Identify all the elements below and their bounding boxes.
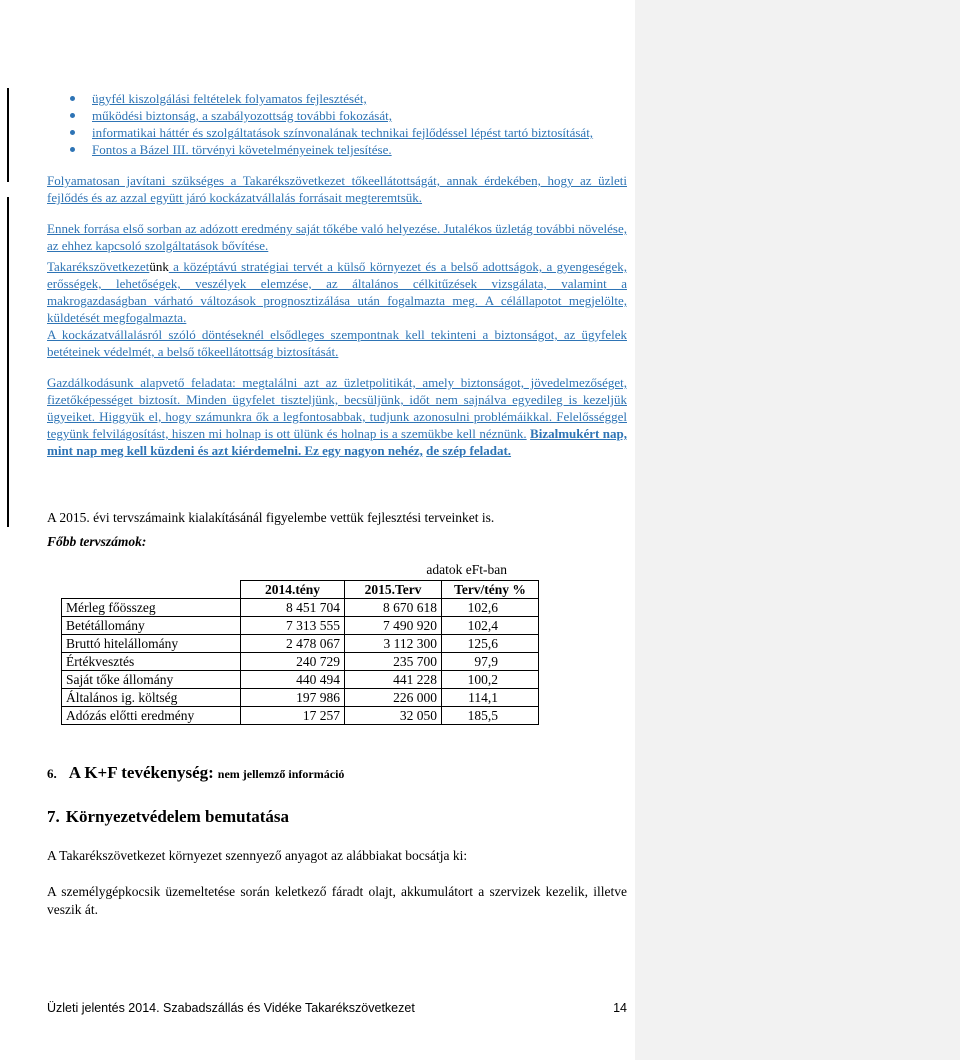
env-paragraph-1: A Takarékszövetkezet környezet szennyező anyagot az alábbiakat bocsátja ki:: [47, 848, 468, 863]
section-6-heading: [47, 763, 627, 783]
row-label: Bruttó hitelállomány: [62, 635, 241, 653]
section-number: 7.: [47, 807, 60, 826]
table-cell: 7 490 920: [345, 617, 442, 635]
row-label: Mérleg főösszeg: [62, 599, 241, 617]
paragraph-source: Ennek forrása első sorban az adózott eredmény saját tőkébe való helyezése. Jutalékos üzletág további növelése, az ehhez kapcsoló szolgáltatások bővítése.: [47, 221, 627, 253]
change-bar: [7, 88, 9, 182]
table-row: [62, 671, 539, 689]
section-7-heading: [47, 807, 627, 827]
section-suffix: nem jellemző információ: [217, 767, 345, 781]
column-header: Terv/tény %: [442, 581, 539, 599]
table-cell: 2 478 067: [241, 635, 345, 653]
table-cell: 17 257: [241, 707, 345, 725]
table-row: [62, 635, 539, 653]
table-cell: 100,2: [442, 671, 539, 689]
section-title: Környezetvédelem bemutatása: [65, 807, 290, 826]
table-cell: 8 670 618: [345, 599, 442, 617]
change-bar: [7, 197, 9, 527]
list-item: Fontos a Bázel III. törvényi követelményeinek teljesítése.: [47, 141, 627, 158]
table-cell: 32 050: [345, 707, 442, 725]
row-label: Általános ig. költség: [62, 689, 241, 707]
table-row: [62, 653, 539, 671]
row-label: Betétállomány: [62, 617, 241, 635]
table-cell: 226 000: [345, 689, 442, 707]
paragraph-mission: Gazdálkodásunk alapvető feladata: megtalálni azt az üzletpolitikát, amely biztonságot, jövedelmezőséget, fizetőképességet biztosít. Minden ügyfelet tiszteljünk, becsüljünk, időt nem sajnálva egyedileg is kezeljük ügyeiket. Higgyük el, hogy számunkra ők a legfontosabbak, tudjunk azonosulni problémáikkal. Felelősséggel tegyünk felvilágosítást, hiszen mi holnap is ott ülünk és holnap is a szemükbe kell néznünk. Bizalmukért nap, mint nap meg kell küzdeni és azt kiérdemelni. Ez egy nagyon nehéz, de szép feladat.: [47, 375, 627, 458]
table-row: [62, 599, 539, 617]
table-cell: 7 313 555: [241, 617, 345, 635]
table-cell: 8 451 704: [241, 599, 345, 617]
table-corner: [62, 581, 241, 599]
table-cell: 235 700: [345, 653, 442, 671]
table-row: [62, 707, 539, 725]
bullet-icon: [70, 96, 75, 101]
table-cell: 440 494: [241, 671, 345, 689]
plan-intro: A 2015. évi tervszámaink kialakításánál figyelembe vettük fejlesztési terveinket is.: [47, 510, 495, 525]
table-cell: 102,6: [442, 599, 539, 617]
unit-label: adatok eFt-ban: [426, 562, 507, 577]
bullet-icon: [70, 113, 75, 118]
env-paragraph-2: A személygépkocsik üzemeltetése során keletkező fáradt olajt, akkumulátort a szervizek kezelik, illetve veszik át.: [47, 884, 627, 917]
table-cell: 185,5: [442, 707, 539, 725]
bullet-list: [47, 90, 627, 158]
table-cell: 441 228: [345, 671, 442, 689]
table-row: [62, 689, 539, 707]
table-cell: 240 729: [241, 653, 345, 671]
plan-table: [61, 580, 539, 725]
plan-subtitle: Főbb tervszámok:: [47, 534, 147, 549]
section-number: 6.: [47, 766, 57, 781]
list-item: informatikai háttér és szolgáltatások színvonalának technikai fejlődéssel lépést tartó biztosítását,: [47, 124, 627, 141]
page-footer: [47, 1001, 627, 1015]
table-cell: 197 986: [241, 689, 345, 707]
row-label: Értékvesztés: [62, 653, 241, 671]
bullet-icon: [70, 130, 75, 135]
row-label: Saját tőke állomány: [62, 671, 241, 689]
table-cell: 102,4: [442, 617, 539, 635]
paragraph-capital: Folyamatosan javítani szükséges a Takarékszövetkezet tőkeellátottságát, annak érdekében, hogy az üzleti fejlődés és az azzal együtt járó kockázatvállalás forrásait megteremtsük.: [47, 173, 627, 205]
table-cell: 97,9: [442, 653, 539, 671]
paragraph-strategy: Takarékszövetkezetünk a középtávú stratégiai tervét a külső környezet és a belső adottságok, a gyengeségek, erősségek, lehetőségek, veszélyek elemzése, az általános célkitűzések vizsgálata, valamint a makrogazdaságban várható változások prognosztizálása után fogalmazta meg. A célállapotot megjelölte, küldetését megfogalmazta.: [47, 259, 627, 325]
row-label: Adózás előtti eredmény: [62, 707, 241, 725]
table-row: [62, 617, 539, 635]
comment-margin-pane: [635, 0, 960, 1060]
section-title: A K+F tevékenység:: [68, 763, 214, 782]
column-header: 2014.tény: [241, 581, 345, 599]
list-item: működési biztonság, a szabályozottság további fokozását,: [47, 107, 627, 124]
list-item: ügyfél kiszolgálási feltételek folyamatos fejlesztését,: [47, 90, 627, 107]
table-cell: 3 112 300: [345, 635, 442, 653]
paragraph-risk: A kockázatvállalásról szóló döntéseknél elsődleges szempontnak kell tekinteni a biztonságot, az ügyfelek betéteinek védelmét, a belső tőkeellátottság biztosítását.: [47, 327, 627, 359]
table-cell: 114,1: [442, 689, 539, 707]
bullet-icon: [70, 147, 75, 152]
footer-text: Üzleti jelentés 2014. Szabadszállás és Vidéke Takarékszövetkezet: [47, 1001, 415, 1015]
document-page: [47, 90, 627, 919]
page-number: 14: [613, 1001, 627, 1015]
table-header-row: [62, 581, 539, 599]
column-header: 2015.Terv: [345, 581, 442, 599]
table-cell: 125,6: [442, 635, 539, 653]
